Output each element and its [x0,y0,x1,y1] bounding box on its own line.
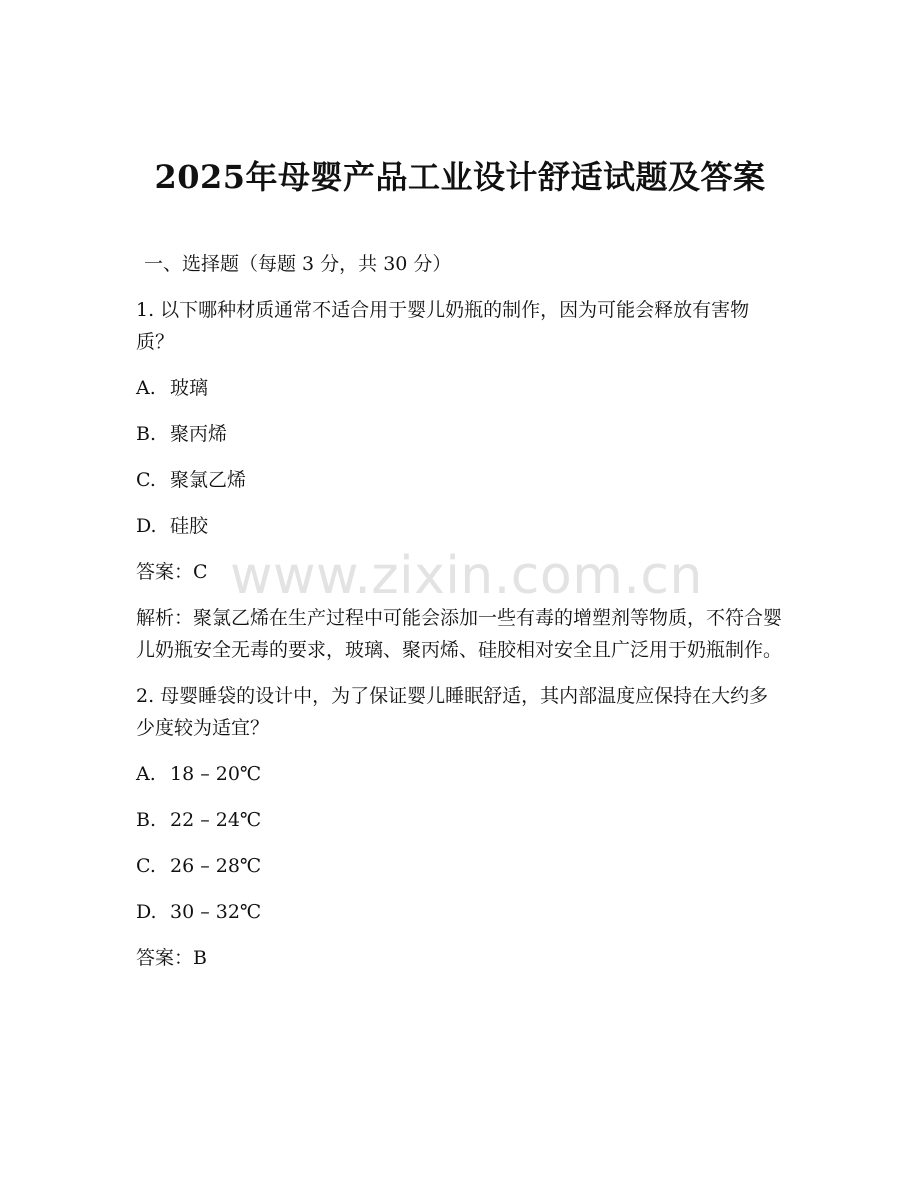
option-d [136,510,786,542]
option-a [136,758,786,790]
option-letter: B. [136,809,157,831]
option-letter: D. [136,515,157,537]
document-body [136,248,786,988]
option-text: 22 – 24℃ [170,809,262,831]
analysis-text: 解析：聚氯乙烯在生产过程中可能会添加一些有毒的增塑剂等物质，不符合婴儿奶瓶安全无毒的要求，玻璃、聚丙烯、硅胶相对安全且广泛用于奶瓶制作。 [136,607,783,661]
option-text: 聚氯乙烯 [170,469,247,491]
watermark: www.zixin.com.cn [230,546,703,606]
option-text: 26 – 28℃ [170,855,262,877]
option-letter: A. [136,377,156,399]
page-title: 2025年母婴产品工业设计舒适试题及答案 [154,158,766,196]
option-a [136,372,786,404]
option-letter: B. [136,423,157,445]
option-letter: C. [136,855,156,877]
option-c [136,464,786,496]
option-c [136,850,786,882]
answer-line: 答案：C [136,561,208,583]
option-text: 玻璃 [170,377,209,399]
option-letter: C. [136,469,156,491]
option-text: 硅胶 [170,515,209,537]
option-b [136,804,786,836]
option-letter: D. [136,901,157,923]
option-d [136,896,786,928]
question-2 [136,680,786,974]
option-text: 30 – 32℃ [170,901,262,923]
answer-line: 答案：B [136,947,207,969]
question-stem: 1. 以下哪种材质通常不适合用于婴儿奶瓶的制作，因为可能会释放有害物质？ [136,299,750,353]
option-letter: A. [136,763,156,785]
option-text: 聚丙烯 [170,423,228,445]
question-stem: 2. 母婴睡袋的设计中，为了保证婴儿睡眠舒适，其内部温度应保持在大约多少度较为适宜？ [136,685,769,739]
section-heading: 一、选择题（每题 3 分，共 30 分） [144,253,452,275]
question-1 [136,294,786,666]
option-text: 18 – 20℃ [170,763,262,785]
option-b [136,418,786,450]
